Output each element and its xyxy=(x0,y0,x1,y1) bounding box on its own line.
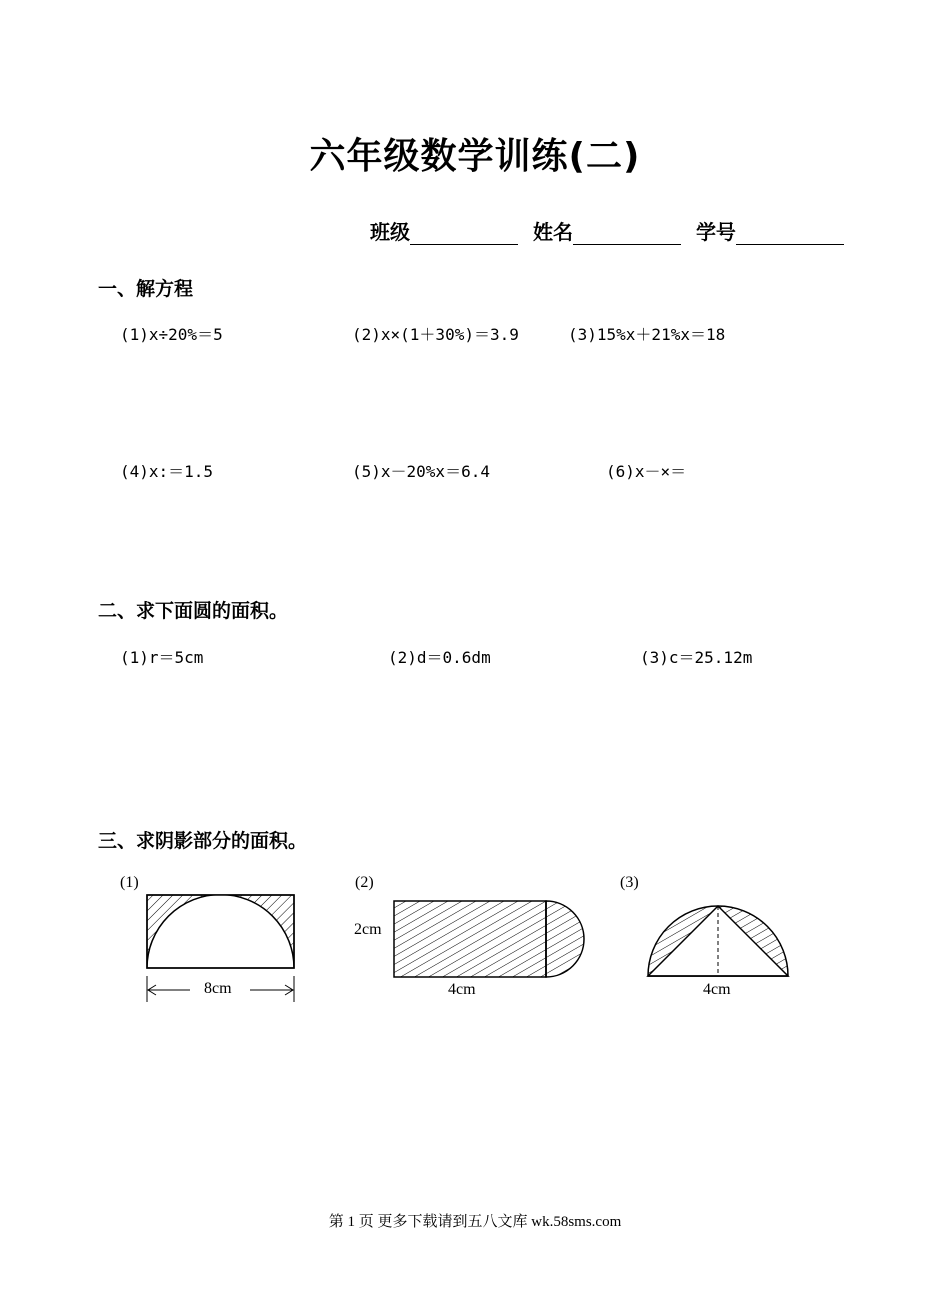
section-heading-circle-area: 二、求下面圆的面积。 xyxy=(98,600,289,622)
equation-item: (4)x:＝1.5 xyxy=(120,462,214,481)
equation-item: (6)x－×＝ xyxy=(606,462,687,481)
page-title: 六年级数学训练(二) xyxy=(309,136,641,177)
section-heading-shaded-area: 三、求阴影部分的面积。 xyxy=(98,830,308,852)
figure-3-semicircle-triangle xyxy=(640,897,800,981)
name-label: 姓名 xyxy=(532,220,573,244)
figure-label: (2) xyxy=(355,874,374,891)
circle-item: (3)c＝25.12m xyxy=(640,648,753,667)
equation-item: (1)x÷20%＝5 xyxy=(120,325,223,344)
circle-item: (1)r＝5cm xyxy=(120,648,204,667)
page-footer: 第 1 页 更多下载请到五八文库 wk.58sms.com xyxy=(328,1214,622,1230)
equation-item: (2)x×(1＋30%)＝3.9 xyxy=(352,325,519,344)
student-info-line xyxy=(370,216,852,245)
figure-1-dimension: 8cm xyxy=(204,980,232,997)
figure-2-rectangle-semicircle xyxy=(388,895,593,985)
equation-item: (5)x－20%x＝6.4 xyxy=(352,462,490,481)
figure-3-dimension: 4cm xyxy=(703,981,731,998)
figure-label: (3) xyxy=(620,874,639,891)
figure-2-dimension: 4cm xyxy=(448,981,476,998)
class-blank[interactable] xyxy=(410,222,518,245)
number-label: 学号 xyxy=(695,220,736,244)
number-blank[interactable] xyxy=(736,222,844,245)
circle-item: (2)d＝0.6dm xyxy=(388,648,491,667)
equation-item: (3)15%x＋21%x＝18 xyxy=(568,325,726,344)
section-heading-equations: 一、解方程 xyxy=(98,278,194,300)
name-blank[interactable] xyxy=(573,222,681,245)
figure-label: (1) xyxy=(120,874,139,891)
class-label: 班级 xyxy=(370,220,410,244)
figure-2-side-label: 2cm xyxy=(354,921,382,938)
